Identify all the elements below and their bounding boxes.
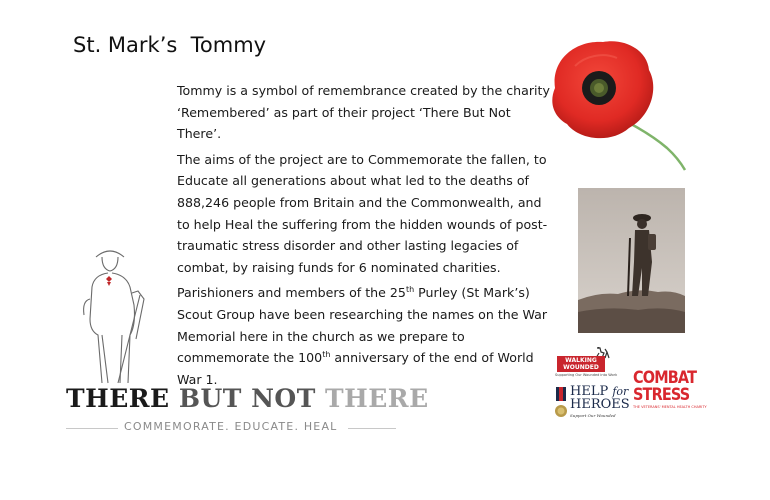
tbnt-tagline-row bbox=[66, 418, 400, 438]
hfh-word-heroes: HEROES bbox=[570, 397, 630, 412]
paragraph-3-part-c: anniversary of the end of World War 1. bbox=[177, 350, 534, 387]
medal-icon bbox=[555, 387, 567, 421]
help-for-heroes-logo bbox=[555, 384, 630, 425]
cs-tagline: THE VETERANS' MENTAL HEALTH CHARITY bbox=[633, 405, 707, 409]
hfh-wordmark bbox=[570, 385, 630, 411]
soldier-photo-graphic bbox=[578, 188, 685, 333]
paragraph-1: Tommy is a symbol of remembrance created by the charity ‘Remembered’ as part of their project ‘There But Not There’. bbox=[177, 83, 550, 142]
cs-word-stress: STRESS bbox=[633, 385, 690, 405]
tbnt-word-there-faded: THERE bbox=[325, 384, 429, 413]
combat-stress-logo bbox=[633, 368, 707, 424]
walking-label-line2: WOUNDED bbox=[563, 364, 599, 371]
paragraph-3 bbox=[177, 282, 557, 390]
soldier-photo bbox=[578, 188, 685, 333]
paragraph-3-part-a: Parishioners and members of the 25 bbox=[177, 285, 406, 301]
walking-label-box bbox=[557, 356, 605, 372]
hfh-word-help: HELP bbox=[570, 384, 609, 399]
tbnt-word-but-not: BUT NOT bbox=[178, 384, 326, 413]
poppy-image bbox=[545, 36, 690, 171]
tbnt-rule-left bbox=[66, 428, 118, 429]
tommy-silhouette-icon bbox=[78, 235, 158, 385]
walking-with-the-wounded-logo bbox=[555, 347, 618, 377]
body-text bbox=[177, 80, 557, 394]
cs-word-combat: COMBAT bbox=[633, 368, 697, 388]
slide-title: St. Mark’s Tommy bbox=[73, 33, 267, 57]
paragraph-3-part-b: Purley (St Mark’s) Scout Group have been researching the names on the War Memorial here in the church as we prepare to commemorate the 100 bbox=[177, 285, 548, 366]
ordinal-superscript: th bbox=[405, 285, 415, 295]
paragraph-2: The aims of the project are to Commemorate the fallen, to Educate all generations about what led to the deaths of 888,246 people from Britain and the Commonwealth, and to help Heal the suffering from the hidden wounds of post-traumatic stress disorder and other lasting legacies of combat, by raising funds for 6 nominated charities. bbox=[177, 151, 548, 275]
tbnt-wordmark bbox=[66, 384, 429, 414]
hfh-word-for: for bbox=[612, 385, 629, 398]
there-but-not-there-logo bbox=[66, 384, 429, 438]
ordinal-superscript: th bbox=[322, 349, 331, 359]
hfh-tagline: Support Our Wounded bbox=[570, 413, 616, 418]
walking-tagline: Supporting Our Wounded into Work bbox=[555, 373, 618, 377]
tbnt-rule-right bbox=[348, 428, 396, 429]
tbnt-tagline: COMMEMORATE. EDUCATE. HEAL bbox=[124, 420, 338, 433]
walking-label-line1: WALKING bbox=[565, 357, 597, 364]
tbnt-word-there: THERE bbox=[66, 384, 179, 413]
